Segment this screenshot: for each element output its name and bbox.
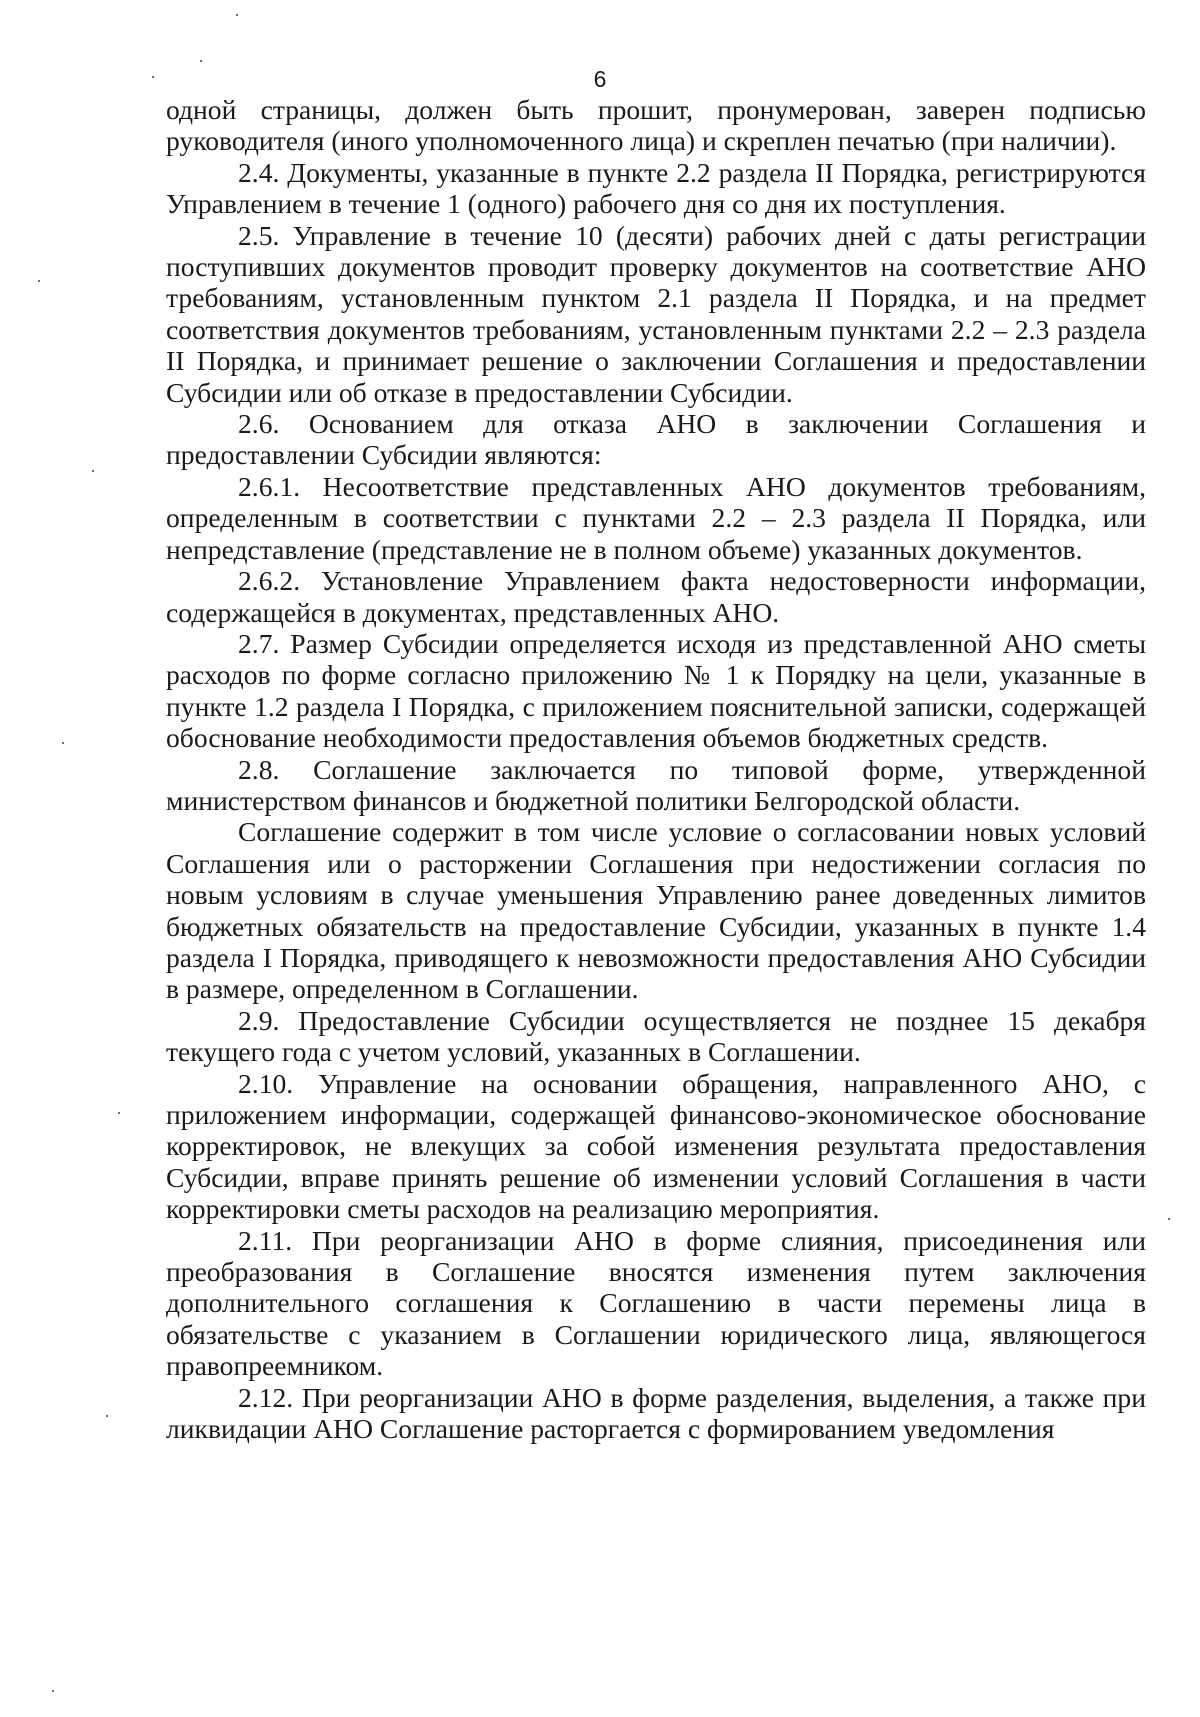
paragraph-2-9: 2.9. Предоставление Субсидии осуществляется не позднее 15 декабря текущего года с учетом условий, указанных в Соглашении. — [166, 1004, 1146, 1068]
paragraph-2-11: 2.11. При реорганизации АНО в форме слияния, присоединения или преобразования в Соглашение вносятся изменения путем заключения дополнительного соглашения к Соглашению в части перемены лица в обязательстве с указанием в Соглашении юридического лица, являющегося правопреемником. — [166, 1224, 1146, 1382]
scan-speck — [106, 1415, 108, 1417]
paragraph-2-7: 2.7. Размер Субсидии определяется исходя из представленной АНО сметы расходов по форме согласно приложению № 1 к Порядку на цели, указанные в пункте 1.2 раздела I Порядка, с приложением пояснительной записки, содержащей обоснование необходимости предоставления объемов бюджетных средств. — [166, 627, 1146, 754]
paragraph-2-6-2: 2.6.2. Установление Управлением факта недостоверности информации, содержащейся в документах, представленных АНО. — [166, 565, 1146, 628]
paragraph-2-8: 2.8. Соглашение заключается по типовой форме, утвержденной министерством финансов и бюджетной политики Белгородской области. — [166, 753, 1146, 816]
paragraph-continuation: одной страницы, должен быть прошит, пронумерован, заверен подписью руководителя (иного уполномоченного лица) и скреплен печатью (при наличии). — [166, 94, 1146, 157]
scan-speck — [236, 14, 238, 16]
paragraph-2-10: 2.10. Управление на основании обращения, направленного АНО, с приложением информации, содержащей финансово-экономическое обоснование корректировок, не влекущих за собой изменения результата предоставления Субсидии, вправе принять решение об изменении условий Соглашения в части корректировки сметы расходов на реализацию мероприятия. — [166, 1067, 1146, 1225]
page-number: 6 — [593, 66, 607, 92]
paragraph-2-8-agreement-terms: Соглашение содержит в том числе условие о согласовании новых условий Соглашения или о расторжении Соглашения при недостижении согласия по новым условиям в случае уменьшения Управлению ранее доведенных лимитов бюджетных обязательств на предоставление Субсидии, указанных в пункте 1.4 раздела I Порядка, приводящего к невозможности предоставления АНО Субсидии в размере, определенном в Соглашении. — [166, 816, 1146, 1005]
scan-speck — [152, 76, 154, 78]
paragraph-2-5: 2.5. Управление в течение 10 (десяти) рабочих дней с даты регистрации поступивших документов проводит проверку документов на соответствие АНО требованиям, установленным пунктом 2.1 раздела II Порядка, и на предмет соответствия документов требованиям, установленным пунктами 2.2 – 2.3 раздела II Порядка, и принимает решение о заключении Соглашения и предоставлении Субсидии или об отказе в предоставлении Субсидии. — [166, 219, 1146, 408]
scan-speck — [52, 1690, 54, 1692]
scan-speck — [62, 742, 64, 744]
scan-speck — [118, 1112, 120, 1114]
scan-speck — [1168, 1218, 1170, 1220]
paragraph-2-12: 2.12. При реорганизации АНО в форме разделения, выделения, а также при ликвидации АНО Соглашение расторгается с формированием уведомления — [166, 1381, 1146, 1445]
document-body — [166, 94, 1146, 1444]
paragraph-2-6-1: 2.6.1. Несоответствие представленных АНО документов требованиям, определенным в соответствии с пунктами 2.2 – 2.3 раздела II Порядка, или непредставление (представление не в полном объеме) указанных документов. — [166, 470, 1146, 565]
scan-speck — [92, 470, 94, 472]
paragraph-2-4: 2.4. Документы, указанные в пункте 2.2 раздела II Порядка, регистрируются Управлением в течение 1 (одного) рабочего дня со дня их поступления. — [166, 156, 1146, 220]
scan-speck — [38, 280, 40, 282]
paragraph-2-6: 2.6. Основанием для отказа АНО в заключении Соглашения и предоставлении Субсидии являются: — [166, 408, 1146, 471]
scan-speck — [200, 60, 202, 62]
